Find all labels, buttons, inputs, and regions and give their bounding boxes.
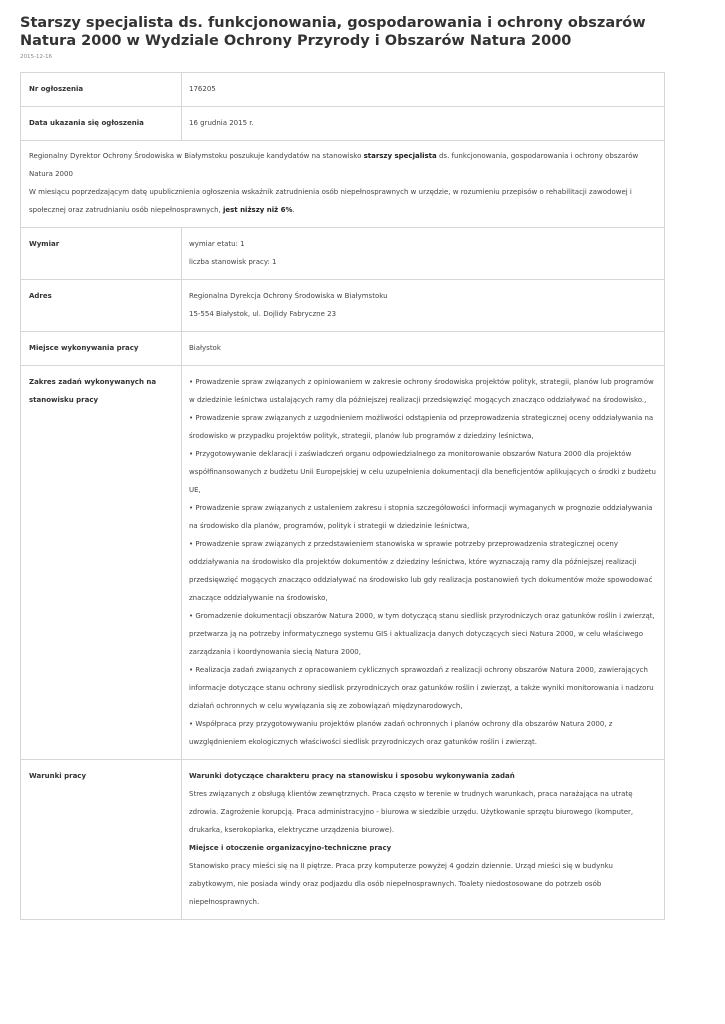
intro-p2-bold: jest niższy niż 6% (222, 206, 293, 214)
row-zakres (21, 366, 665, 760)
zakres-label: Zakres zadań wykonywanych na stanowisku pracy (21, 366, 182, 760)
nr-value: 176205 (182, 73, 665, 107)
zakres-value (182, 366, 665, 760)
intro-p1-after: ds. funkcjonowania, gospodarowania i ochrony obszarów Natura 2000 (29, 152, 639, 178)
adres-value (182, 280, 665, 332)
row-intro (21, 141, 665, 228)
zakres-item: • Gromadzenie dokumentacji obszarów Natura 2000, w tym dotyczącą stanu siedlisk przyrodniczych oraz gatunków roślin i zwierząt, przetwarza ją na potrzeby informatycznego systemu GIS i aktualizacja danych dotyczących sieci Natura 2000, w celu właściwego zarządzania i koordynowania siecią Natura 2000, (189, 612, 655, 656)
zakres-item: • Przygotowywanie deklaracji i zaświadczeń organu odpowiedzialnego za monitorowanie obszarów Natura 2000 dla projektów współfinansowanych z budżetu Unii Europejskiej w celu uzupełnienia dokumentacji dla beneficjentów aplikujących o środki z budżetu UE, (189, 450, 656, 494)
warunki-text-2: Stanowisko pracy mieści się na II piętrze. Praca przy komputerze powyżej 4 godzin dziennie. Urząd mieści się w budynku zabytkowym, nie posiada windy oraz podjazdu dla osób niepełnosprawnych. Toalety niedostosowane do potrzeb osób niepełnosprawnych. (189, 862, 613, 906)
wymiar-line: wymiar etatu: 1 (189, 240, 245, 248)
warunki-heading-1: Warunki dotyczące charakteru pracy na stanowisku i sposobu wykonywania zadań (189, 772, 515, 780)
intro-cell (21, 141, 665, 228)
miejsce-value: Białystok (182, 332, 665, 366)
adres-line: 15-554 Białystok, ul. Dojlidy Fabryczne 23 (189, 310, 337, 318)
publication-value: 16 grudnia 2015 r. (182, 107, 665, 141)
row-wymiar (21, 228, 665, 280)
page-title: Starszy specjalista ds. funkcjonowania, gospodarowania i ochrony obszarów Natura 2000 w Wydziale Ochrony Przyrody i Obszarów Natura 2000 (20, 15, 646, 49)
intro-p2-before: W miesiącu poprzedzającym datę upublicznienia ogłoszenia wskaźnik zatrudnienia osób niepełnosprawnych w urzędzie, w rozumieniu przepisów o rehabilitacji zawodowej i społecznej oraz zatrudnianiu osób niepełnosprawnych, (29, 188, 632, 214)
zakres-item: • Realizacja zadań związanych z opracowaniem cyklicznych sprawozdań z realizacji ochrony obszarów Natura 2000, zawierających informacje dotyczące stanu ochrony siedlisk przyrodniczych oraz gatunków roślin i zwierząt, a także wyniki monitorowania i nadzoru działań ochronnych w celu wywiązania się ze zobowiązań międzynarodowych, (189, 666, 654, 710)
warunki-label: Warunki pracy (21, 760, 182, 920)
zakres-item: • Prowadzenie spraw związanych z opiniowaniem w zakresie ochrony środowiska projektów polityk, strategii, planów lub programów w dziedzinie leśnictwa ustalających ramy dla późniejszej realizacji przedsięwzięć mogących znacząco oddziaływać na środowisko., (189, 378, 654, 404)
row-warunki (21, 760, 665, 920)
warunki-heading-2: Miejsce i otoczenie organizacyjno-techniczne pracy (189, 844, 392, 852)
adres-line: Regionalna Dyrekcja Ochrony Środowiska w Białymstoku (189, 292, 388, 300)
adres-label: Adres (21, 280, 182, 332)
intro-paragraph-1 (29, 147, 656, 183)
wymiar-value (182, 228, 665, 280)
nr-label: Nr ogłoszenia (21, 73, 182, 107)
intro-paragraph-2 (29, 183, 656, 219)
wymiar-line: liczba stanowisk pracy: 1 (189, 258, 277, 266)
row-publication-date (21, 107, 665, 141)
row-adres (21, 280, 665, 332)
warunki-text-1: Stres związanych z obsługą klientów zewnętrznych. Praca często w terenie w trudnych warunkach, praca narażająca na utratę zdrowia. Zagrożenie korupcją. Praca administracyjno - biurowa w siedzibie urzędu. Użytkowanie sprzętu biurowego (komputer, drukarka, kserokopiarka, elektryczne urządzenia biurowe). (189, 790, 634, 834)
miejsce-label: Miejsce wykonywania pracy (21, 332, 182, 366)
warunki-value (182, 760, 665, 920)
intro-p2-after: . (292, 206, 295, 214)
zakres-item: • Prowadzenie spraw związanych z ustaleniem zakresu i stopnia szczegółowości informacji wymaganych w prognozie oddziaływania na środowisko dla planów, programów, polityk i strategii w dziedzinie leśnictwa, (189, 504, 653, 530)
intro-p1-bold: starszy specjalista (363, 152, 437, 160)
publication-date: 2015-12-16 (20, 54, 52, 60)
job-ad-table (20, 72, 665, 920)
zakres-item: • Współpraca przy przygotowywaniu projektów planów zadań ochronnych i planów ochrony dla obszarów Natura 2000, z uwzględnieniem ekologicznych właściwości siedlisk przyrodniczych oraz gatunków roślin i zwierząt. (189, 720, 613, 746)
wymiar-label: Wymiar (21, 228, 182, 280)
zakres-item: • Prowadzenie spraw związanych z przedstawieniem stanowiska w sprawie potrzeby przeprowadzenia strategicznej oceny oddziaływania na środowisko dla projektów dokumentów z dziedziny leśnictwa, które wyznaczają ramy dla późniejszej realizacji przedsięwzięć mogących znacząco oddziaływać na środowisko lub gdy realizacja postanowień tych dokumentów może spowodować znaczące oddziaływanie na środowisko, (189, 540, 653, 602)
row-nr (21, 73, 665, 107)
intro-p1-before: Regionalny Dyrektor Ochrony Środowiska w Białymstoku poszukuje kandydatów na stanowisko (29, 152, 364, 160)
zakres-item: • Prowadzenie spraw związanych z uzgodnieniem możliwości odstąpienia od przeprowadzenia strategicznej oceny oddziaływania na środowisko w przypadku projektów polityk, strategii, planów lub programów z dziedziny leśnictwa, (189, 414, 654, 440)
publication-label: Data ukazania się ogłoszenia (21, 107, 182, 141)
row-miejsce (21, 332, 665, 366)
